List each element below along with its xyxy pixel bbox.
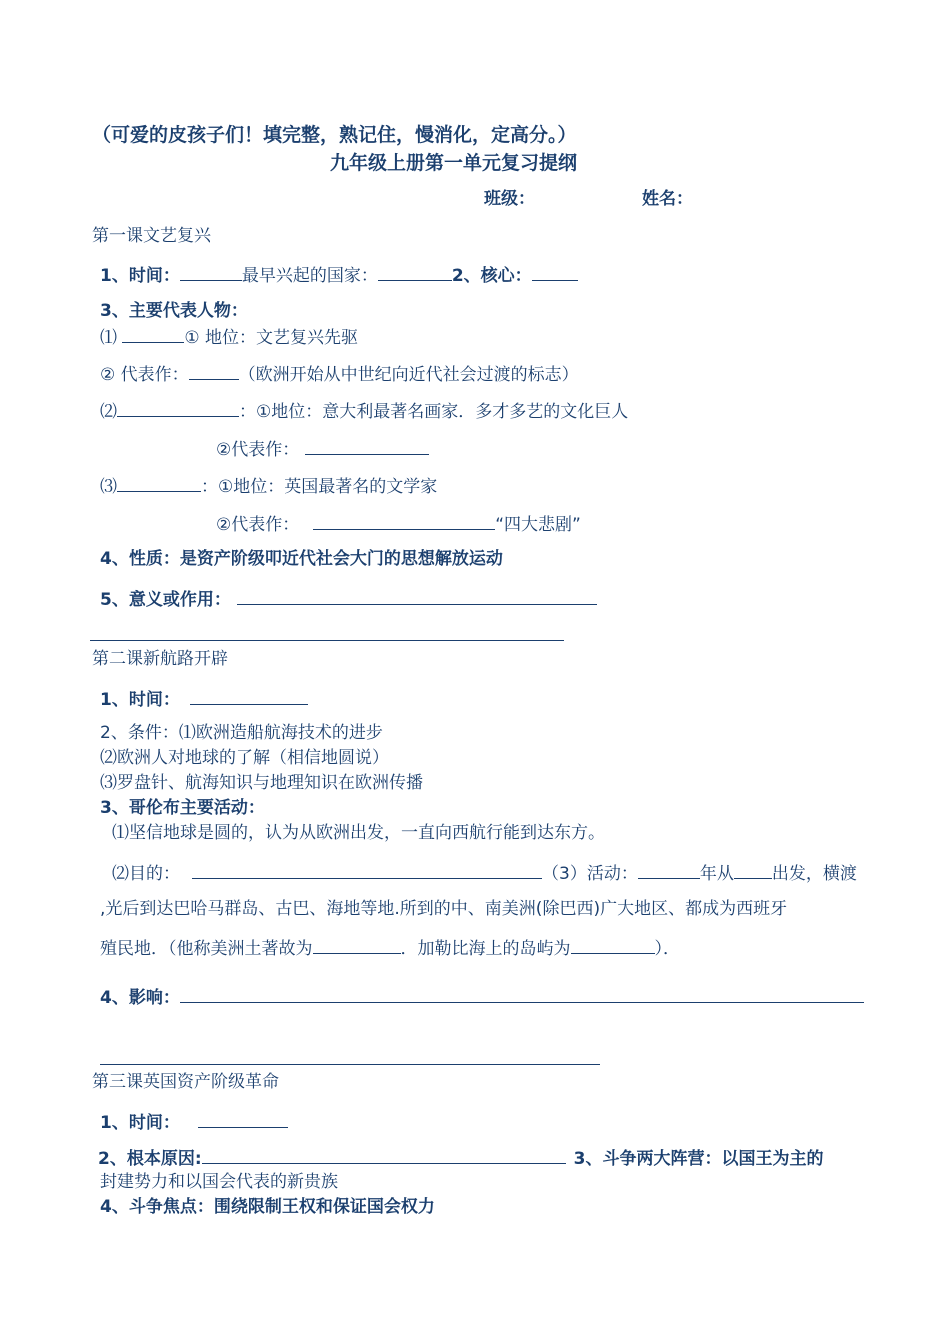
lesson1-line3: ⑴ ① 地位：文艺复兴先驱 (100, 325, 358, 349)
class-label: 班级： (484, 189, 535, 209)
fill-blank[interactable] (313, 512, 495, 530)
lesson1-line5: ⑵ ：①地位：意大利最著名画家．多才多艺的文化巨人 (100, 399, 628, 423)
fill-blank[interactable] (122, 325, 184, 343)
lesson3-line3: 封建势力和以国会代表的新贵族 (100, 1172, 338, 1192)
lesson3-line1: 1、时间： (100, 1110, 288, 1134)
lesson2-line9: 殖民地．（他称美洲土著故为 ．加勒比海上的岛屿为 ）． (100, 936, 680, 960)
lesson2-line6: ⑴坚信地球是圆的，认为从欧洲出发，一直向西航行能到达东方。 (112, 823, 605, 843)
fill-blank[interactable] (313, 936, 401, 954)
lesson2-line5: 3、哥伦布主要活动： (100, 798, 265, 818)
fill-blank[interactable] (180, 263, 242, 281)
lesson2-line10: 4、影响： (100, 985, 864, 1009)
lesson2-line1: 1、时间： (100, 687, 308, 711)
lesson1-line1: 1、时间： 最早兴起的国家： 2、核心： (100, 263, 578, 287)
lesson3-line4: 4、斗争焦点：围绕限制王权和保证国会权力 (100, 1197, 435, 1217)
lesson1-line2: 3、主要代表人物： (100, 301, 248, 321)
lesson1-line4: ② 代表作： （欧洲开始从中世纪向近代社会过渡的标志） (100, 362, 579, 386)
page-title: 九年级上册第一单元复习提纲 (330, 152, 578, 174)
fill-blank[interactable] (190, 687, 308, 705)
fill-blank[interactable] (202, 1146, 566, 1164)
fill-blank[interactable] (180, 985, 864, 1003)
fill-blank[interactable] (532, 263, 578, 281)
name-label: 姓名： (642, 189, 693, 209)
lesson1-heading: 第一课文艺复兴 (92, 226, 211, 246)
fill-blank[interactable] (378, 263, 452, 281)
fill-blank[interactable] (734, 861, 772, 879)
motto: （可爱的皮孩子们！填完整，熟记住，慢消化，定高分。） (92, 124, 577, 146)
lesson1-line9: 4、性质：是资产阶级叩近代社会大门的思想解放运动 (100, 549, 503, 569)
lesson2-heading: 第二课新航路开辟 (92, 649, 228, 669)
divider (90, 640, 564, 641)
lesson3-heading: 第三课英国资产阶级革命 (92, 1072, 279, 1092)
fill-blank[interactable] (638, 861, 700, 879)
fill-blank[interactable] (237, 587, 597, 605)
lesson2-line4: ⑶罗盘针、航海知识与地理知识在欧洲传播 (100, 773, 423, 793)
lesson1-line7: ⑶ ：①地位：英国最著名的文学家 (100, 474, 437, 498)
fill-blank[interactable] (198, 1110, 288, 1128)
lesson2-line2: 2、条件：⑴欧洲造船航海技术的进步 (100, 723, 383, 743)
lesson1-line10: 5、意义或作用： (100, 587, 597, 611)
divider (100, 1064, 600, 1065)
fill-blank[interactable] (571, 936, 655, 954)
lesson2-line8: ,光后到达巴哈马群岛、古巴、海地等地.所到的中、南美洲(除巴西)广大地区、都成为西班牙 (100, 899, 788, 919)
fill-blank[interactable] (305, 437, 429, 455)
fill-blank[interactable] (117, 399, 239, 417)
fill-blank[interactable] (117, 474, 201, 492)
fill-blank[interactable] (192, 861, 542, 879)
lesson2-line3: ⑵欧洲人对地球的了解（相信地圆说） (100, 748, 389, 768)
lesson2-line7: ⑵目的： （3）活动： 年从 出发，横渡 (112, 861, 857, 885)
fill-blank[interactable] (189, 362, 239, 380)
lesson1-line8: ②代表作： “四大悲剧” (216, 512, 581, 536)
lesson3-line2: 2、根本原因: 3、斗争两大阵营：以国王为主的 (98, 1146, 823, 1170)
lesson1-line6: ②代表作： (216, 437, 429, 461)
